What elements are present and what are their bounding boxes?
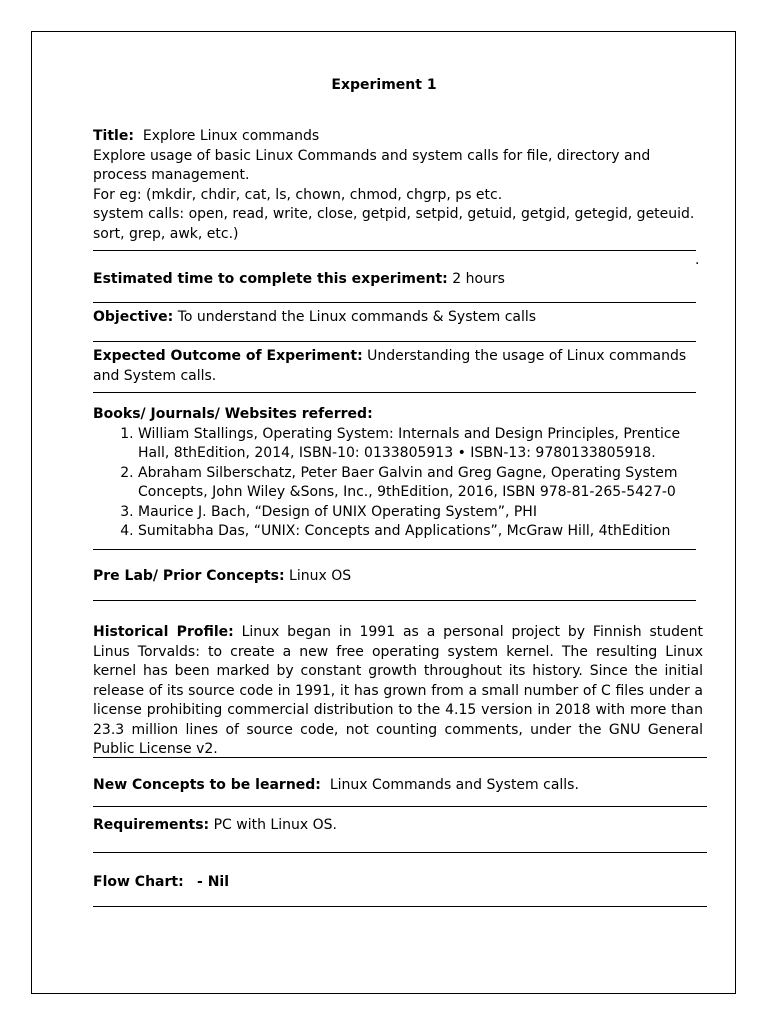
title-label: Title:	[93, 128, 134, 144]
objective-label: Objective:	[93, 309, 174, 325]
title-section	[93, 127, 703, 244]
references-section	[93, 405, 703, 542]
new-concepts-label: New Concepts to be learned:	[93, 777, 321, 793]
requirements-section	[93, 816, 703, 836]
expected-outcome-value: Understanding the usage of Linux commands and System calls.	[93, 348, 687, 384]
divider	[93, 600, 696, 601]
divider	[93, 302, 696, 303]
title-value: Explore Linux commands	[142, 128, 320, 144]
references-label: Books/ Journals/ Websites referred:	[93, 406, 373, 422]
expected-outcome-label: Expected Outcome of Experiment:	[93, 348, 363, 364]
title-example-syscalls: system calls: open, read, write, close, getpid, setpid, getuid, getgid, getegid, geteuid. sort, grep, awk, etc.)	[93, 206, 695, 242]
divider	[93, 250, 696, 251]
new-concepts-section	[93, 776, 703, 796]
historical-profile-label: Historical Profile:	[93, 624, 234, 640]
objective-value: To understand the Linux commands & System calls	[177, 309, 537, 325]
requirements-value: PC with Linux OS.	[213, 817, 337, 833]
divider	[93, 341, 696, 342]
estimated-time-value: 2 hours	[452, 271, 505, 287]
pre-lab-section	[93, 567, 703, 587]
divider	[93, 852, 707, 853]
flow-chart-label: Flow Chart:	[93, 874, 184, 890]
flow-chart-value: - Nil	[197, 874, 230, 890]
title-example-commands: For eg: (mkdir, chdir, cat, ls, chown, chmod, chgrp, ps etc.	[93, 186, 503, 203]
requirements-label: Requirements:	[93, 817, 210, 833]
expected-outcome-section	[93, 347, 698, 386]
divider	[93, 806, 707, 807]
list-item: 3. Maurice J. Bach, “Design of UNIX Operating System”, PHI	[138, 503, 703, 523]
list-item: 1. William Stallings, Operating System: Internals and Design Principles, Prentice Hall, 8thEdition, 2014, ISBN-10: 0133805913 • ISBN-13: 9780133805918.	[138, 425, 703, 464]
historical-profile-section	[93, 623, 703, 760]
historical-profile-value: Linux began in 1991 as a personal project by Finnish student Linus Torvalds: to create a new free operating system kernel. The resulting Linux kernel has been marked by constant growth throughout its history. Since the initial release of its source code in 1991, it has grown from a small number of C files under a license prohibiting commercial distribution to the 4.15 version in 2018 with more than 23.3 million lines of source code, not counting comments, under the GNU General Public License v2.	[93, 624, 704, 757]
divider	[93, 392, 696, 393]
divider	[93, 906, 707, 907]
experiment-title: Experiment 1	[331, 77, 437, 93]
estimated-time-label: Estimated time to complete this experiment:	[93, 271, 448, 287]
divider	[93, 549, 696, 550]
pre-lab-label: Pre Lab/ Prior Concepts:	[93, 568, 285, 584]
list-item: 2. Abraham Silberschatz, Peter Baer Galvin and Greg Gagne, Operating System Concepts, John Wiley &Sons, Inc., 9thEdition, 2016, ISBN 978-81-265-5427-0	[138, 464, 703, 503]
references-list	[93, 425, 703, 542]
objective-section	[93, 308, 703, 328]
pre-lab-value: Linux OS	[289, 568, 352, 584]
list-item: 4. Sumitabha Das, “UNIX: Concepts and Applications”, McGraw Hill, 4thEdition	[138, 522, 703, 542]
divider	[93, 757, 707, 758]
title-description: Explore usage of basic Linux Commands and system calls for file, directory and process management.	[93, 147, 651, 183]
flow-chart-section	[93, 873, 703, 893]
new-concepts-value: Linux Commands and System calls.	[329, 777, 579, 793]
stray-period: .	[695, 252, 700, 268]
estimated-time-section	[93, 270, 703, 290]
